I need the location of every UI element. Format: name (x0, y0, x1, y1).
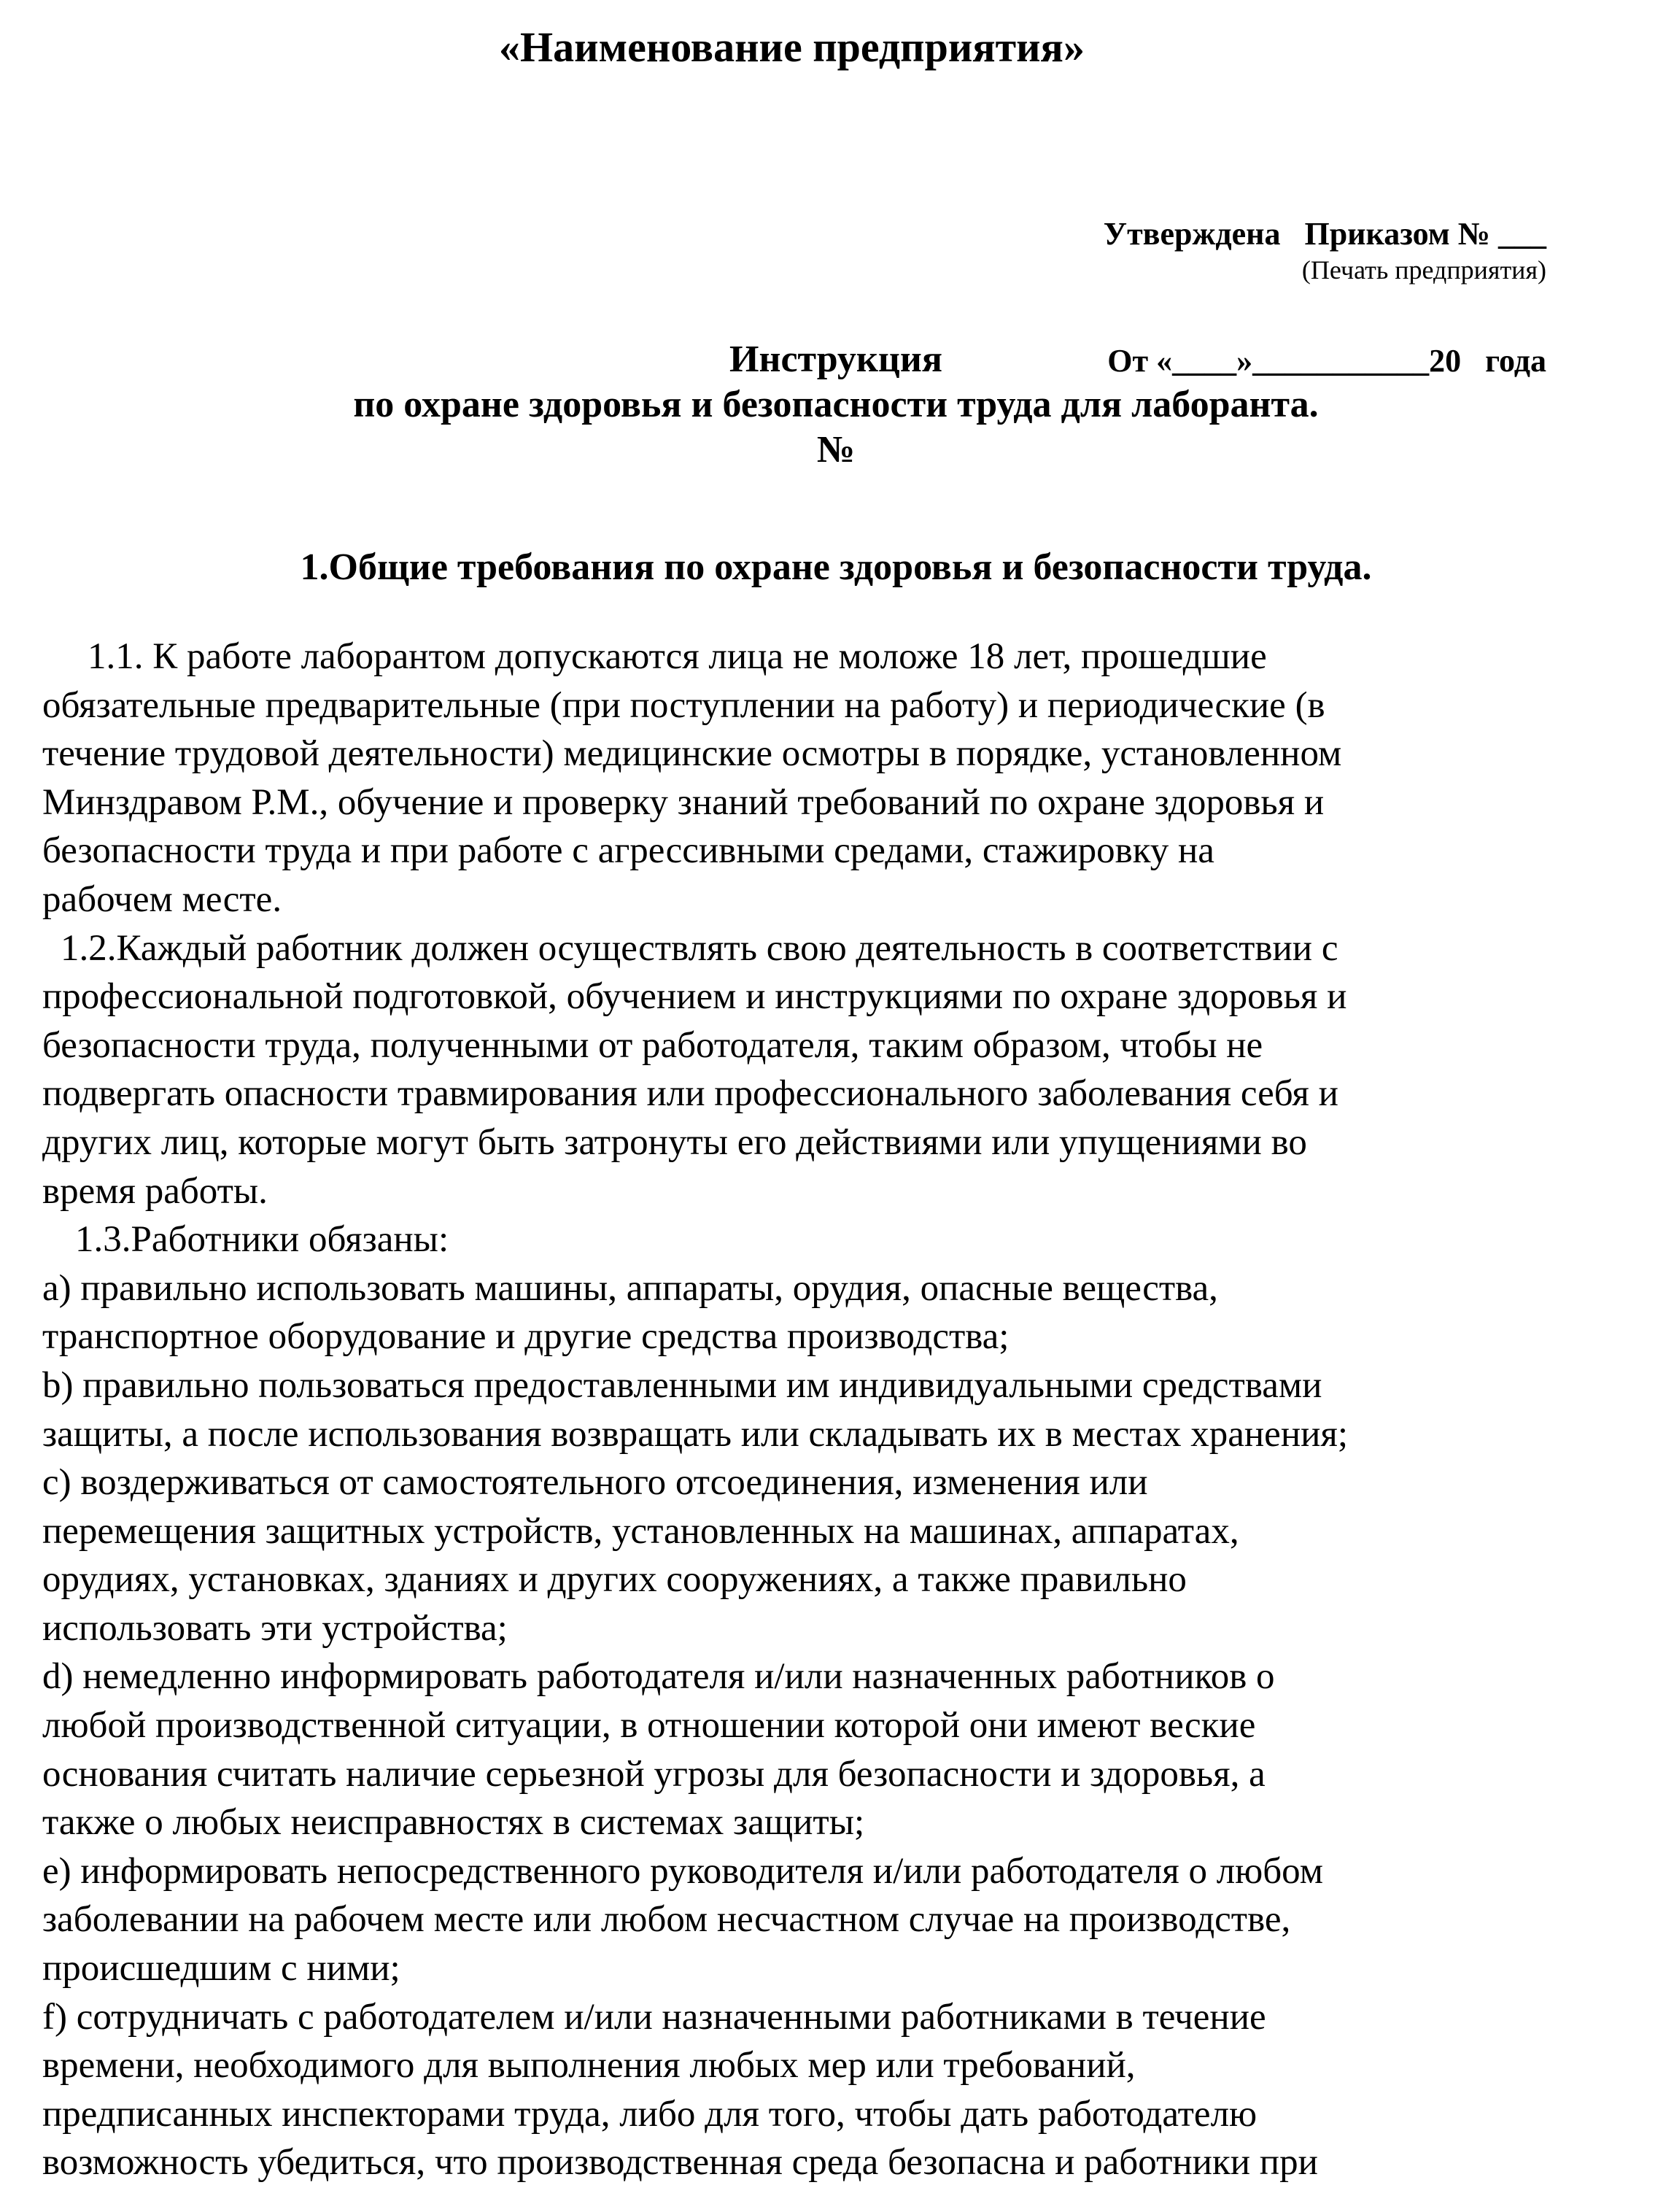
paragraph-line: профессиональной подготовкой, обучением и инструкциями по охране здоровья и (42, 976, 1347, 1018)
list-item-line: защиты, а после использования возвращать или складывать их в местах хранения; (42, 1413, 1349, 1455)
paragraph-line: 1.3.Работники обязаны: (75, 1219, 449, 1261)
company-name: «Наименование предприятия» (499, 23, 1085, 71)
list-item-line: предписанных инспекторами труда, либо для того, чтобы дать работодателю (42, 2093, 1258, 2135)
list-item-line: времени, необходимого для выполнения любых мер или требований, (42, 2045, 1136, 2087)
paragraph-line: безопасности труда, полученными от работодателя, таким образом, чтобы не (42, 1024, 1263, 1066)
list-item-line: возможность убедиться, что производственная среда безопасна и работники при (42, 2142, 1318, 2184)
approval-line-date: От «____»___________20 года (1107, 343, 1546, 379)
title-line-1: Инструкция (729, 339, 942, 380)
approval-line-order: Утверждена Приказом № ___ (1103, 216, 1546, 252)
list-item-line: орудиях, установках, зданиях и других сооружениях, а также правильно (42, 1559, 1187, 1601)
list-item-line: транспортное оборудование и другие средства производства; (42, 1316, 1010, 1358)
list-item-line: b) правильно пользоваться предоставленными им индивидуальными средствами (42, 1364, 1322, 1406)
list-item-line: использовать эти устройства; (42, 1607, 508, 1649)
paragraph-line: время работы. (42, 1170, 268, 1212)
paragraph-line: подвергать опасности травмирования или профессионального заболевания себя и (42, 1073, 1338, 1115)
list-item-line: также о любых неисправностях в системах защиты; (42, 1802, 865, 1844)
list-item-line: e) информировать непосредственного руководителя и/или работодателя о любом (42, 1850, 1323, 1892)
document-title (0, 337, 1672, 473)
paragraph-line: 1.2.Каждый работник должен осуществлять свою деятельность в соответствии с (61, 927, 1338, 969)
list-item-line: a) правильно использовать машины, аппараты, орудия, опасные вещества, (42, 1267, 1218, 1309)
list-item-line: заболевании на рабочем месте или любом несчастном случае на производстве, (42, 1899, 1291, 1941)
section-1-heading: 1.Общие требования по охране здоровья и безопасности труда. (300, 546, 1372, 588)
title-line-2: по охране здоровья и безопасности труда для лаборанта. (353, 384, 1319, 425)
list-item-line: c) воздерживаться от самостоятельного отсоединения, изменения или (42, 1462, 1148, 1504)
paragraph-line: Минздравом Р.М., обучение и проверку знаний требований по охране здоровья и (42, 781, 1325, 823)
paragraph-line: 1.1. К работе лаборантом допускаются лица не моложе 18 лет, прошедшие (88, 636, 1267, 677)
list-item-line: основания считать наличие серьезной угрозы для безопасности и здоровья, а (42, 1753, 1266, 1795)
list-item-line: f) сотрудничать с работодателем и/или назначенными работниками в течение (42, 1996, 1266, 2038)
section-1-body (42, 633, 1651, 2187)
paragraph-line: рабочем месте. (42, 878, 282, 920)
title-number: № (816, 429, 856, 471)
paragraph-line: безопасности труда и при работе с агрессивными средами, стажировку на (42, 830, 1214, 872)
paragraph-line: обязательные предварительные (при поступлении на работу) и периодические (в (42, 684, 1325, 726)
list-item-line: любой производственной ситуации, в отношении которой они имеют веские (42, 1705, 1256, 1747)
list-item-line: d) немедленно информировать работодателя и/или назначенных работников о (42, 1656, 1275, 1698)
list-item-line: перемещения защитных устройств, установленных на машинах, аппаратах, (42, 1510, 1239, 1552)
paragraph-line: течение трудовой деятельности) медицинские осмотры в порядке, установленном (42, 733, 1342, 775)
stamp-note: (Печать предприятия) (1301, 255, 1546, 285)
list-item-line: происшедшим с ними; (42, 1948, 400, 1989)
paragraph-line: других лиц, которые могут быть затронуты его действиями или упущениями во (42, 1121, 1307, 1163)
